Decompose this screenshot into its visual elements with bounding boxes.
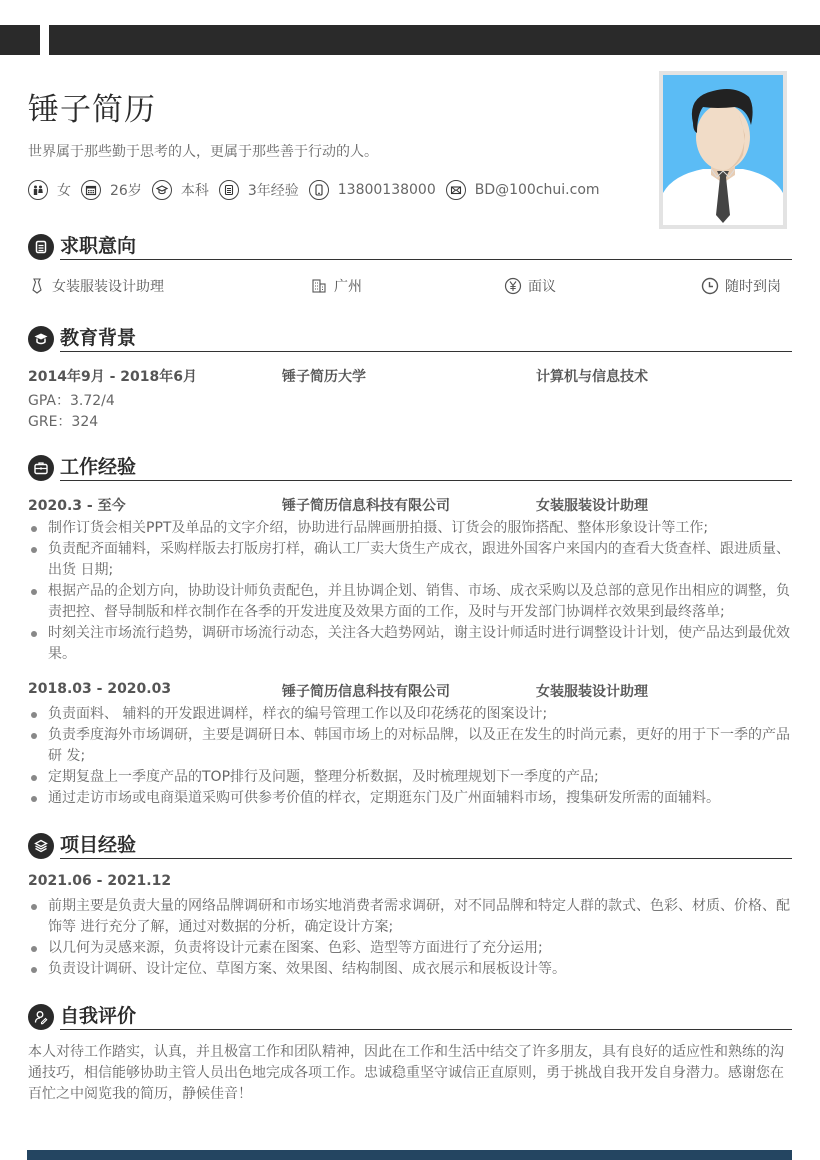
- job-2-company: 锤子简历信息科技有限公司: [282, 684, 450, 700]
- list-item: 通过走访市场或电商渠道采购可供参考价值的样衣，定期逛东门及广州面辅料市场，搜集研发所需的面辅料。: [28, 788, 792, 809]
- self-evaluation-text: 本人对待工作踏实，认真，并且极富工作和团队精神，因此在工作和生活中结交了许多朋友，具有良好的适应性和熟练的沟通技巧，相信能够协助主管人员出色地完成各项工作。忠诚稳重坚守诚信正直原则，勇于挑战自我开发自身潜力。感谢您在百忙之中阅览我的简历，静候佳音！: [28, 1044, 784, 1102]
- info-email-label: BD@100chui.com: [474, 182, 600, 198]
- info-gender: [28, 180, 71, 200]
- intent-salary-label: 面议: [528, 279, 556, 295]
- job-1-row: [28, 495, 792, 515]
- job-1-bullets: [28, 518, 792, 665]
- list-item: 负责季度海外市场调研，主要是调研日本、韩国市场上的对标品牌，以及正在发生的时尚元素，更好的用于下一季的产品研 发;: [28, 725, 792, 767]
- intent-city-label: 广州: [334, 279, 362, 295]
- intent-availability-label: 随时到岗: [725, 279, 781, 295]
- document-icon: [219, 180, 239, 200]
- calendar-icon: [81, 180, 101, 200]
- briefcase-icon: [28, 455, 54, 481]
- avatar-photo: [659, 71, 787, 229]
- list-item: 前期主要是负责大量的网络品牌调研和市场实地消费者需求调研，对不同品牌和特定人群的款式、色彩、材质、价格、配饰等 进行充分了解，通过对数据的分析，确定设计方案;: [28, 896, 792, 938]
- job-2-position: 女装服装设计助理: [536, 684, 648, 700]
- project-bullets: [28, 896, 792, 980]
- job-1-company: 锤子简历信息科技有限公司: [282, 498, 450, 514]
- job-2-row: [28, 681, 792, 701]
- user-edit-icon: [28, 1004, 54, 1030]
- clipboard-icon: [28, 234, 54, 260]
- footer-bar: [27, 1150, 792, 1160]
- section-title: 项目经验: [60, 833, 792, 859]
- job-2-period: 2018.03 - 2020.03: [28, 681, 172, 697]
- info-phone: [309, 180, 436, 200]
- personal-info-row: [28, 180, 610, 200]
- list-item: 负责面料、 辅料的开发跟进调样，样衣的编号管理工作以及印花绣花的图案设计;: [28, 704, 792, 725]
- section-title: 工作经验: [60, 455, 792, 481]
- section-education-header: [28, 326, 792, 352]
- section-job-intent-header: [28, 234, 792, 260]
- info-age-label: 26岁: [110, 183, 142, 199]
- graduation-cap-icon: [152, 180, 172, 200]
- job-1-period: 2020.3 - 至今: [28, 498, 126, 514]
- info-age: [81, 180, 142, 200]
- list-item: 定期复盘上一季度产品的TOP排行及问题，整理分析数据，及时梳理规划下一季度的产品;: [28, 767, 792, 788]
- job-2-bullets: [28, 704, 792, 809]
- intent-availability: [701, 276, 781, 296]
- info-degree-label: 本科: [180, 183, 209, 199]
- layers-icon: [28, 833, 54, 859]
- education-major: 计算机与信息技术: [536, 369, 648, 385]
- list-item: 负责设计调研、设计定位、草图方案、效果图、结构制图、成衣展示和展板设计等。: [28, 959, 792, 980]
- education-gre: GRE：324: [28, 414, 99, 430]
- intent-salary: [504, 276, 556, 296]
- list-item: 制作订货会相关PPT及单品的文字介绍，协助进行品牌画册拍摄、订货会的服饰搭配、整体形象设计等工作;: [28, 518, 792, 539]
- education-period: 2014年9月 - 2018年6月: [28, 369, 197, 385]
- project-row: [28, 873, 792, 893]
- project-period: 2021.06 - 2021.12: [28, 873, 172, 889]
- intent-city: [310, 276, 362, 296]
- education-school: 锤子简历大学: [282, 369, 366, 385]
- section-title: 教育背景: [60, 326, 792, 352]
- section-project-header: [28, 833, 792, 859]
- list-item: 根据产品的企划方向，协助设计师负责配色，并且协调企划、销售、市场、成衣采购以及总部的意见作出相应的调整，负责把控、督导制版和样衣制作在各季的开发进度及效果方面的工作，及时与开发部门协调样衣效果到最终落单;: [28, 581, 792, 623]
- graduation-cap-icon: [28, 326, 54, 352]
- section-title: 自我评价: [60, 1004, 792, 1030]
- info-gender-label: 女: [57, 183, 71, 199]
- gender-icon: [28, 180, 48, 200]
- header-bar-right: [49, 25, 820, 55]
- clock-icon: [701, 277, 719, 295]
- intent-position-label: 女装服装设计助理: [52, 279, 164, 295]
- resume-name: 锤子简历: [28, 92, 156, 128]
- phone-icon: [309, 180, 329, 200]
- education-row: [28, 366, 792, 386]
- info-email: [446, 180, 600, 200]
- list-item: 时刻关注市场流行趋势，调研市场流行动态，关注各大趋势网站，谢主设计师适时进行调整设计计划，使产品达到最优效果。: [28, 623, 792, 665]
- building-icon: [310, 277, 328, 295]
- avatar-illustration: [663, 75, 783, 225]
- tie-icon: [28, 277, 46, 295]
- info-experience: [219, 180, 299, 200]
- list-item: 以几何为灵感来源，负责将设计元素在图案、色彩、造型等方面进行了充分运用;: [28, 938, 792, 959]
- section-title: 求职意向: [60, 234, 792, 260]
- job-1-position: 女装服装设计助理: [536, 498, 648, 514]
- job-intent-row: [28, 276, 792, 298]
- section-work-header: [28, 455, 792, 481]
- info-phone-label: 13800138000: [337, 182, 436, 198]
- intent-position: [28, 276, 164, 296]
- motto: 世界属于那些勤于思考的人，更属于那些善于行动的人。: [28, 144, 378, 160]
- education-gpa: GPA：3.72/4: [28, 393, 115, 409]
- section-self-eval-header: [28, 1004, 792, 1030]
- yen-icon: [504, 277, 522, 295]
- info-degree: [152, 180, 209, 200]
- info-experience-label: 3年经验: [247, 183, 299, 199]
- list-item: 负责配齐面辅料，采购样版去打版房打样，确认工厂卖大货生产成衣，跟进外国客户来国内的查看大货查样、跟进质量、出货 日期;: [28, 539, 792, 581]
- mail-icon: [446, 180, 466, 200]
- header-bar-left: [0, 25, 40, 55]
